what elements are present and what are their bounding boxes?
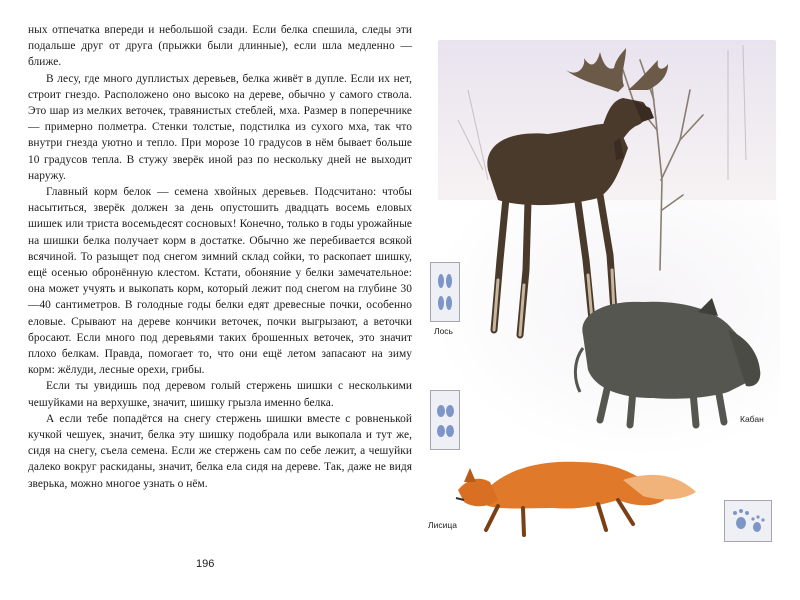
boar-track-icon (431, 391, 459, 449)
boar-track-box (430, 390, 460, 450)
text-column (28, 22, 412, 492)
moose-track-icon (431, 263, 459, 321)
moose-label: Лось (434, 326, 453, 336)
paragraph-1: ных отпечатка впереди и небольшой сзади. Если белка спешила, следы эти подальше друг от друга (прыжки были длинные), если шла медленно — ближе. (28, 24, 412, 69)
fox-drawing (428, 30, 780, 550)
paragraph-3: Главный корм белок — семена хвойных деревьев. Подсчитано: чтобы насытиться, зверёк должен за день опустошить двадцать восемь еловых шишек или триста восемьдесят сосновых! Конечно, только в годы урожайные на шишки белка получает корм в достатке. Обычно же перебивается всякой всячиной. То разыщет под снегом зимний склад сойки, то раскопает шишку, ещё осенью обронённую клестом. Кстати, обоняние у белки замечательное: она может учуять и выкопать корм, который лежит под снегом на глубине 30—40 сантиметров. В голодные годы белки едят древесные почки, особенно еловые. Срывают на дереве кончики веточек, почки выгрызают, а веточки бросают. Если много под деревьями таких брошенных веточек, это значит плохо белкам. Правда, помогает то, что они ещё летом запасают на зиму корм: жёлуди, лесные орехи, грибы. (28, 186, 412, 377)
paragraph-5: А если тебе попадётся на снегу стержень шишки вместе с ровненькой кучкой чешуек, значит, белка эту шишку подобрала или выкопала и тут же, сидя на снегу, съела семена. Если же стержень сам по себе лежит, а чешуйки далеко вокруг раскиданы, значит, белка ела сидя на дереве. Так, даже не видя зверька, можно многое узнать о нём. (28, 412, 412, 490)
page-number: 196 (196, 558, 215, 570)
paragraph-4: Если ты увидишь под деревом голый стержень шишки с несколькими чешуйками на верхушке, значит, шишку грызла именно белка. (28, 380, 412, 409)
fox-track-box (724, 500, 772, 542)
fox-track-icon (725, 501, 771, 541)
boar-label: Кабан (740, 414, 764, 424)
fox-label: Лисица (428, 520, 457, 530)
paragraph-2: В лесу, где много дуплистых деревьев, белка живёт в дупле. Если их нет, строит гнездо. Расположено оно высоко на дереве, обычно у самого ствола. Это шар из мелких веточек, травянистых стеблей, мха. Размер в поперечнике — примерно полметра. Стенки толстые, подстилка из сухого мха, так что внутри гнезда уютно и тепло. При морозе 10 градусов в нём бывает больше 10 градусов тепла. В стужу зверёк иной раз по нескольку дней не выходит наружу. (28, 72, 412, 182)
moose-track-box (430, 262, 460, 322)
animal-illustration (428, 30, 780, 550)
